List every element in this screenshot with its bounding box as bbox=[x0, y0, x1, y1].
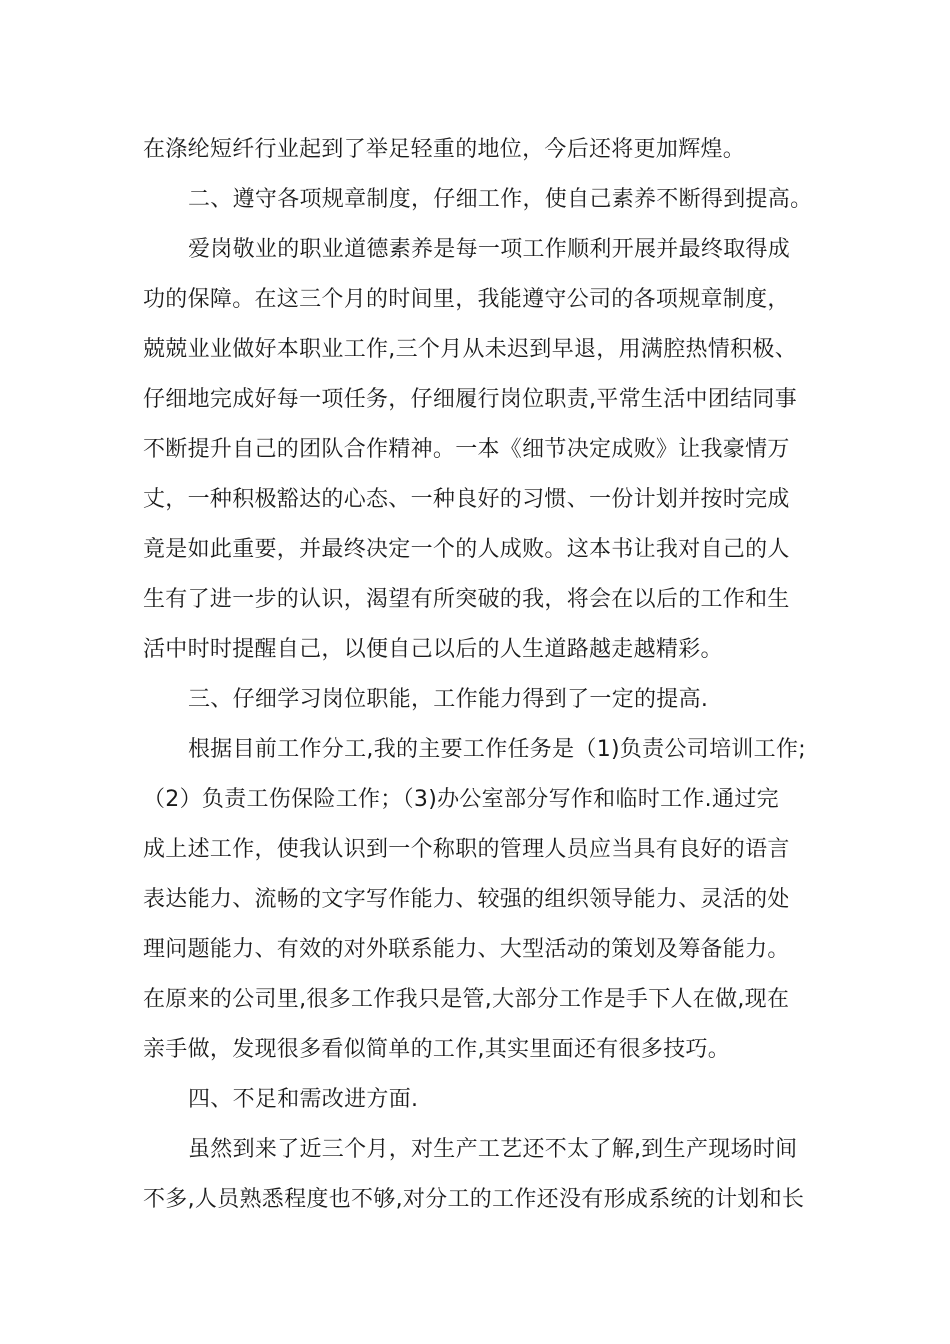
text-line: （2）负责工伤保险工作；（3)办公室部分写作和临时工作.通过完 bbox=[143, 787, 779, 812]
text-line: 竟是如此重要，并最终决定一个的人成败。这本书让我对自己的人 bbox=[143, 537, 790, 562]
section-heading-4: 四、不足和需改进方面. bbox=[188, 1087, 419, 1112]
text-line: 丈，一种积极豁达的心态、一种良好的习惯、一份计划并按时完成 bbox=[143, 487, 790, 512]
paragraph-start: 虽然到来了近三个月，对生产工艺还不太了解,到生产现场时间 bbox=[188, 1137, 798, 1162]
section-heading-3: 三、仔细学习岗位职能，工作能力得到了一定的提高. bbox=[188, 687, 709, 712]
text-line: 成上述工作，使我认识到一个称职的管理人员应当具有良好的语言 bbox=[143, 837, 790, 862]
body-text bbox=[143, 125, 813, 1225]
text-line: 仔细地完成好每一项任务，仔细履行岗位职责,平常生活中团结同事 bbox=[143, 387, 797, 412]
paragraph-start: 爱岗敬业的职业道德素养是每一项工作顺利开展并最终取得成 bbox=[188, 237, 791, 262]
text-line: 兢兢业业做好本职业工作,三个月从未迟到早退，用满腔热情积极、 bbox=[143, 337, 797, 362]
text-line: 生有了进一步的认识，渴望有所突破的我，将会在以后的工作和生 bbox=[143, 587, 790, 612]
section-heading-2: 二、遵守各项规章制度，仔细工作，使自己素养不断得到提高。 bbox=[188, 187, 813, 212]
text-line-continuation: 在涤纶短纤行业起到了举足轻重的地位，今后还将更加辉煌。 bbox=[143, 137, 746, 162]
text-line: 理问题能力、有效的对外联系能力、大型活动的策划及筹备能力。 bbox=[143, 937, 790, 962]
text-line: 不多,人员熟悉程度也不够,对分工的工作还没有形成系统的计划和长 bbox=[143, 1187, 805, 1212]
text-line: 不断提升自己的团队合作精神。一本《细节决定成败》让我豪情万 bbox=[143, 437, 790, 462]
text-line: 活中时时提醒自己，以便自己以后的人生道路越走越精彩。 bbox=[143, 637, 723, 662]
text-line: 亲手做，发现很多看似简单的工作,其实里面还有很多技巧。 bbox=[143, 1037, 731, 1062]
text-line: 表达能力、流畅的文字写作能力、较强的组织领导能力、灵活的处 bbox=[143, 887, 790, 912]
text-line: 在原来的公司里,很多工作我只是管,大部分工作是手下人在做,现在 bbox=[143, 987, 790, 1012]
paragraph-start: 根据目前工作分工,我的主要工作任务是（1)负责公司培训工作; bbox=[188, 737, 806, 762]
text-line: 功的保障。在这三个月的时间里，我能遵守公司的各项规章制度， bbox=[143, 287, 790, 312]
